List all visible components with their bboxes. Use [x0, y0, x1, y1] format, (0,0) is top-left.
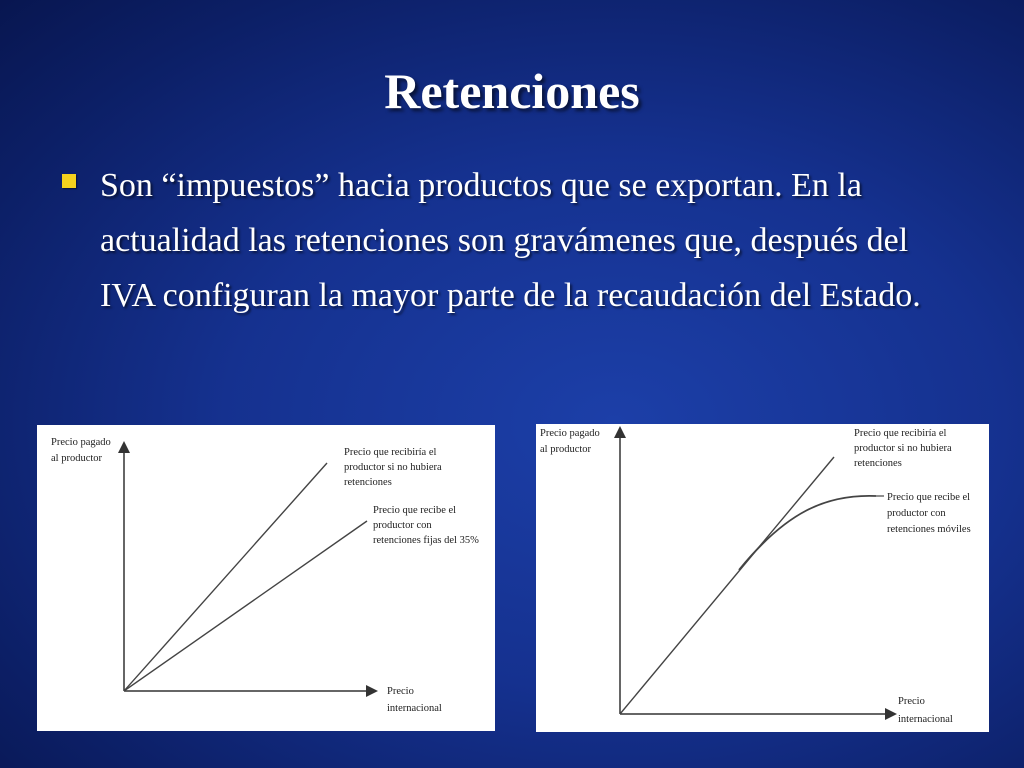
x-axis-label: Precio [898, 696, 925, 707]
line2-label: Precio que recibe el [373, 505, 457, 516]
line2-label: productor con [373, 520, 432, 531]
line1-label: retenciones [854, 458, 902, 469]
line1-label: Precio que recibiría el [344, 447, 437, 458]
figure-mobile-retentions [536, 424, 989, 732]
line2-label: Precio que recibe el [887, 492, 971, 503]
bullet-text: Son “impuestos” hacia productos que se exportan. En la actualidad las retenciones son gravámenes que, después del IVA configuran la mayor parte de la recaudación del Estado. [100, 167, 921, 314]
y-axis-label: al productor [540, 444, 592, 455]
fixed-retention-line [124, 521, 367, 691]
line2-label: productor con [887, 508, 946, 519]
mobile-retention-curve [739, 496, 876, 570]
y-axis-label: al productor [51, 453, 103, 464]
line2-label: retenciones fijas del 35% [373, 535, 479, 546]
x-axis-label: internacional [898, 714, 953, 725]
figure-fixed-retentions [37, 425, 495, 731]
no-retention-line [620, 457, 834, 714]
no-retention-line [124, 463, 327, 691]
bullet-marker [62, 174, 76, 188]
x-axis-label: internacional [387, 703, 442, 714]
line1-label: retenciones [344, 477, 392, 488]
x-axis-label: Precio [387, 686, 414, 697]
line1-label: Precio que recibiría el [854, 428, 947, 439]
line1-label: productor si no hubiera [344, 462, 442, 473]
y-axis-label: Precio pagado [51, 437, 111, 448]
slide-title: Retenciones [384, 63, 640, 119]
y-axis-label: Precio pagado [540, 428, 600, 439]
line1-label: productor si no hubiera [854, 443, 952, 454]
line2-label: retenciones móviles [887, 524, 971, 535]
